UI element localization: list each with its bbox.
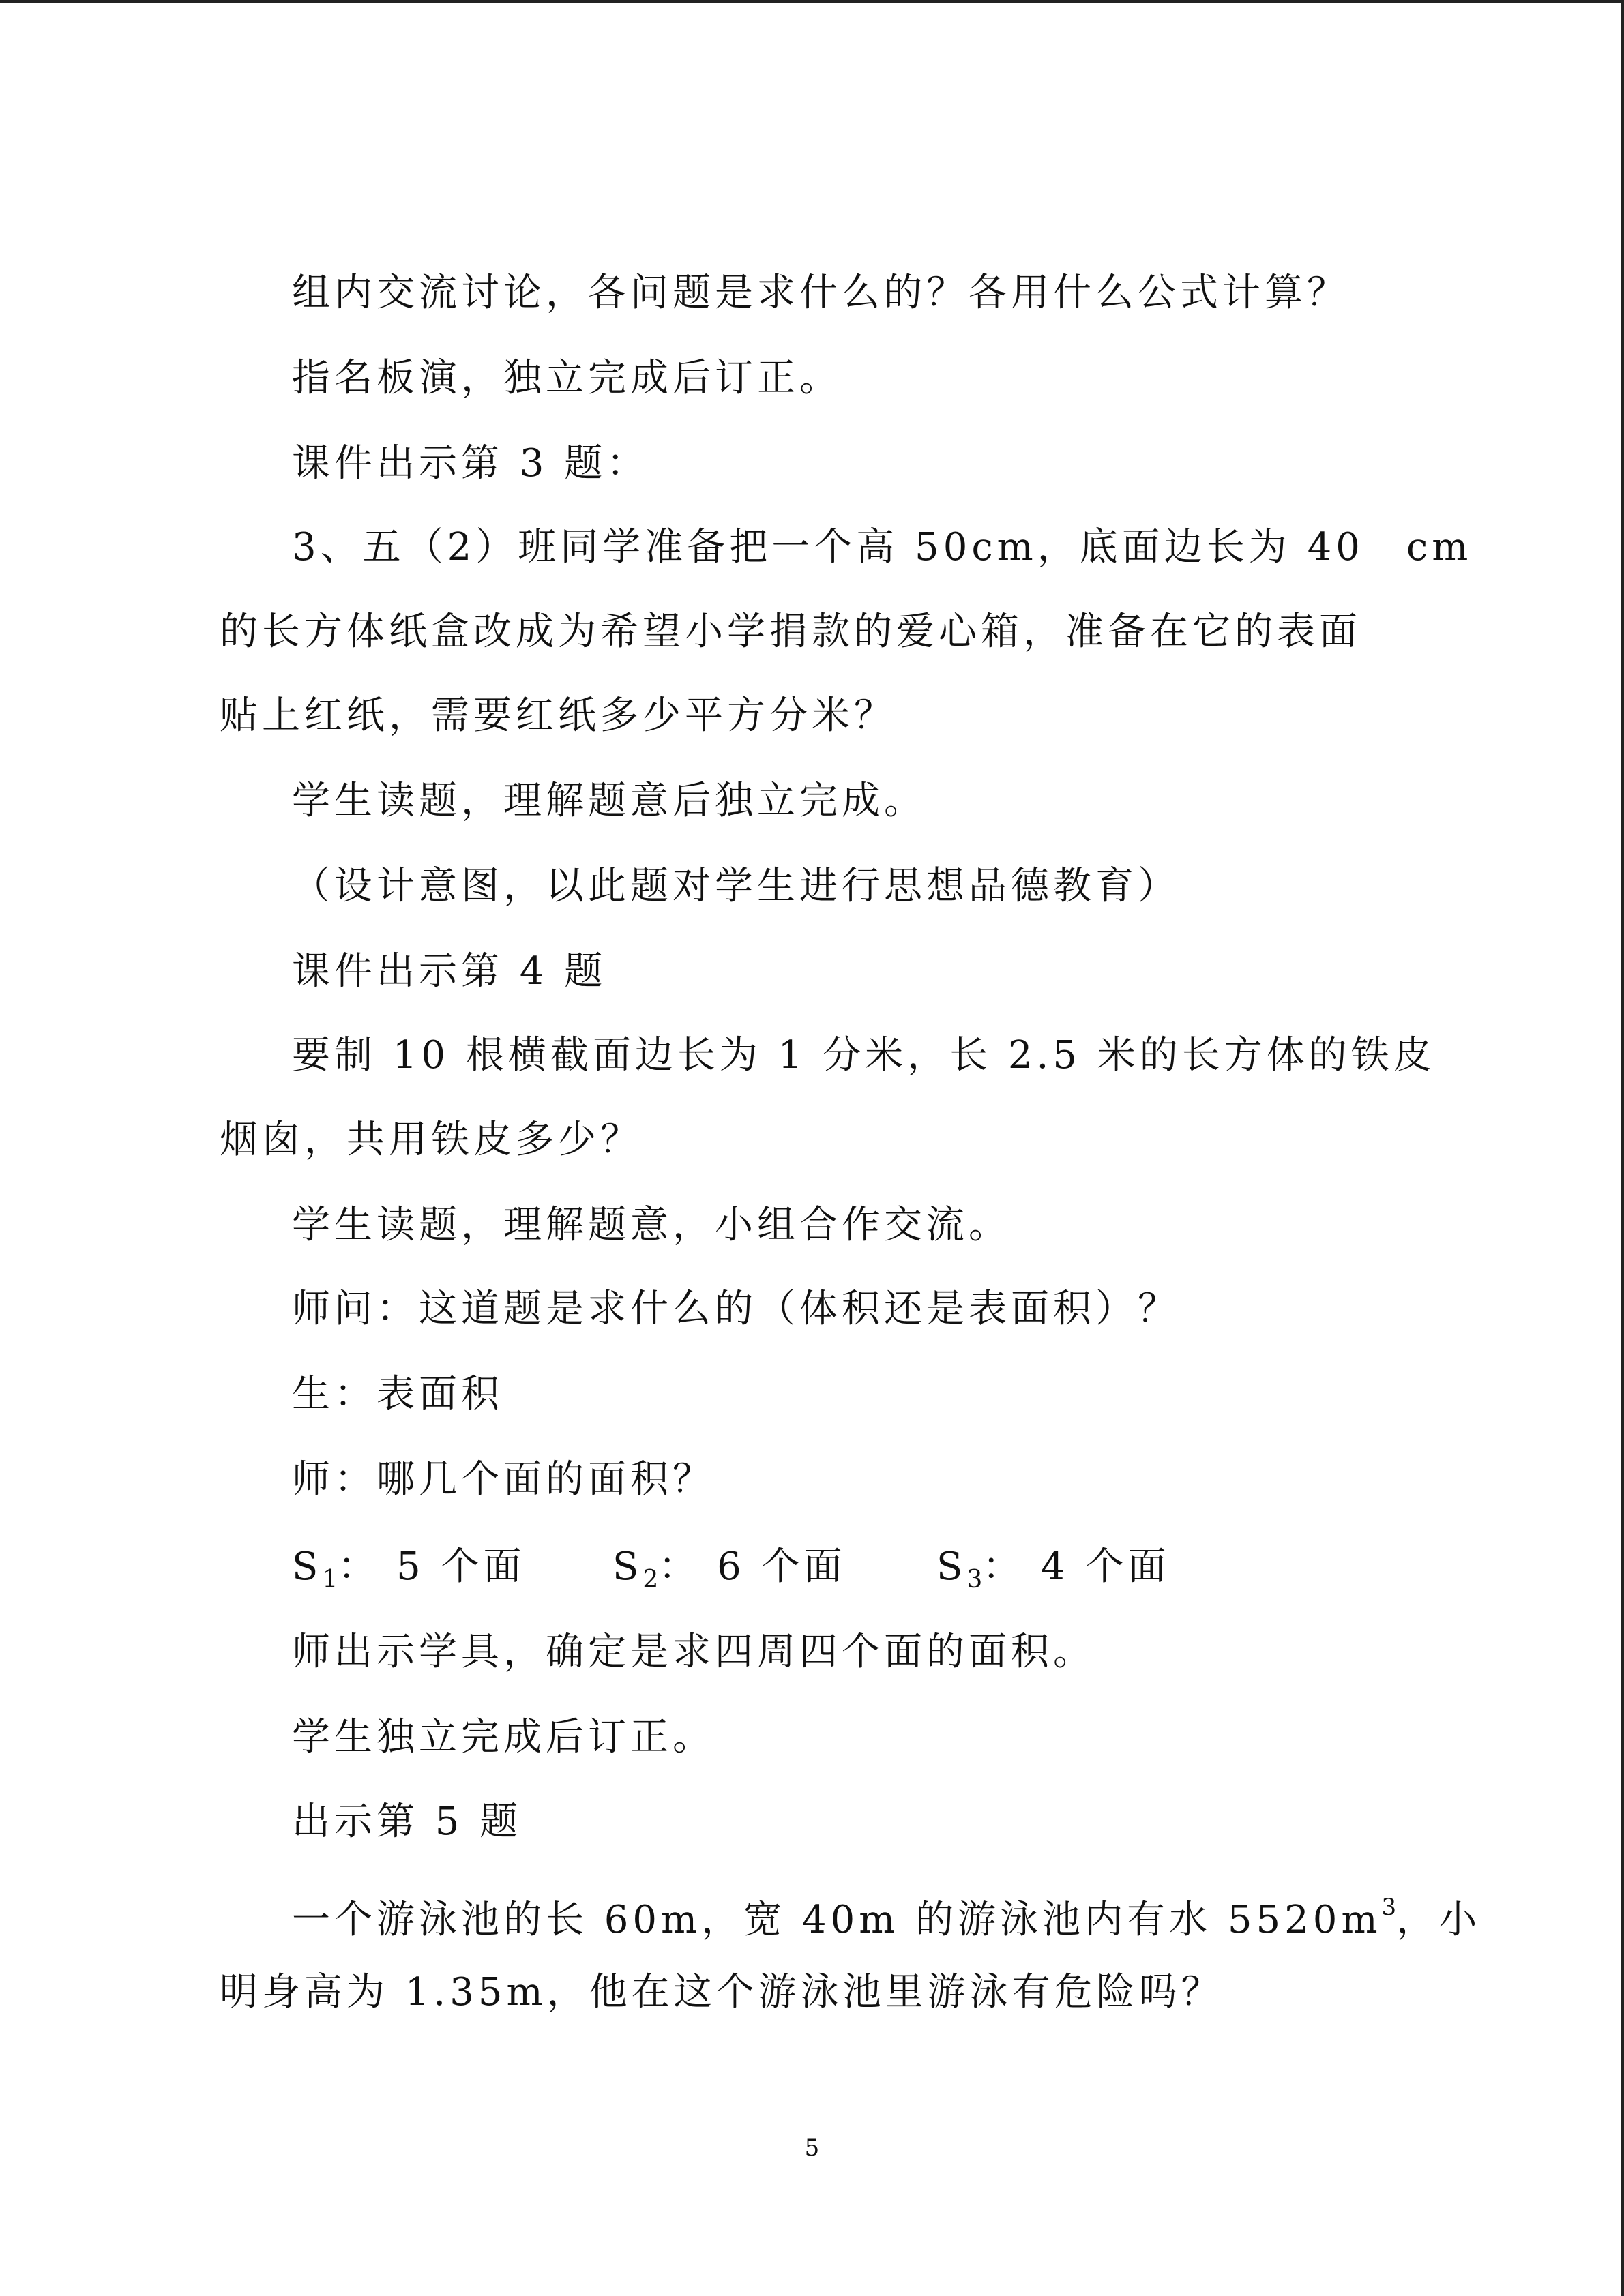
paragraph-line: 3、五（2）班同学准备把一个高 50cm，底面边长为 40 cm xyxy=(292,525,1473,569)
option-s2 xyxy=(612,1543,846,1604)
paragraph-line: 贴上红纸，需要红纸多少平方分米？ xyxy=(220,694,896,738)
paragraph-line: 学生独立完成后订正。 xyxy=(292,1715,715,1759)
paragraph-line: （设计意图，以此题对学生进行思想品德教育） xyxy=(292,864,1180,908)
paragraph-line: 学生读题，理解题意后独立完成。 xyxy=(292,779,926,823)
paragraph-line: 师问：这道题是求什么的（体积还是表面积）？ xyxy=(292,1287,1180,1331)
option-s3 xyxy=(936,1543,1170,1604)
page-border-top xyxy=(0,0,1624,3)
paragraph-line: 的长方体纸盒改成为希望小学捐款的爱心箱，准备在它的表面 xyxy=(220,610,1361,654)
option-text: ： 6 个面 xyxy=(658,1545,846,1589)
paragraph-line: 课件出示第 4 题 xyxy=(292,949,607,994)
option-subscript: 2 xyxy=(643,1566,659,1594)
paragraph-line: 出示第 5 题 xyxy=(292,1800,522,1844)
problem-5-text-tail: ，小 xyxy=(1396,1898,1481,1942)
option-subscript: 1 xyxy=(322,1566,338,1594)
problem-5-text: 一个游泳池的长 60m，宽 40m 的游泳池内有水 5520m xyxy=(292,1898,1382,1942)
paragraph-line: 学生读题，理解题意，小组合作交流。 xyxy=(292,1203,1011,1247)
paragraph-line: 组内交流讨论，各问题是求什么的？各用什么公式计算？ xyxy=(292,271,1349,315)
option-letter: S xyxy=(612,1545,643,1589)
option-text: ： 4 个面 xyxy=(982,1545,1170,1589)
option-s1 xyxy=(292,1543,526,1604)
option-text: ： 5 个面 xyxy=(338,1545,526,1589)
option-subscript: 3 xyxy=(966,1566,983,1594)
paragraph-line: 生：表面积 xyxy=(292,1372,503,1416)
page-number: 5 xyxy=(804,2134,820,2162)
option-letter: S xyxy=(292,1545,323,1589)
paragraph-line: 师出示学具，确定是求四周四个面的面积。 xyxy=(292,1630,1095,1674)
paragraph-line: 要制 10 根横截面边长为 1 分米，长 2.5 米的长方体的铁皮 xyxy=(292,1033,1436,1077)
option-letter: S xyxy=(936,1545,967,1589)
problem-5-line-2: 明身高为 1.35m，他在这个游泳池里游泳有危险吗？ xyxy=(220,1970,1224,2014)
paragraph-line: 师：哪几个面的面积？ xyxy=(292,1457,715,1502)
paragraph-line: 烟囱，共用铁皮多少？ xyxy=(220,1118,643,1162)
cubic-superscript: 3 xyxy=(1381,1894,1397,1921)
problem-5-line-1 xyxy=(292,1883,1481,1944)
page-border-right xyxy=(1621,0,1624,2296)
paragraph-line: 指名板演，独立完成后订正。 xyxy=(292,356,842,400)
paragraph-line: 课件出示第 3 题： xyxy=(292,441,649,486)
